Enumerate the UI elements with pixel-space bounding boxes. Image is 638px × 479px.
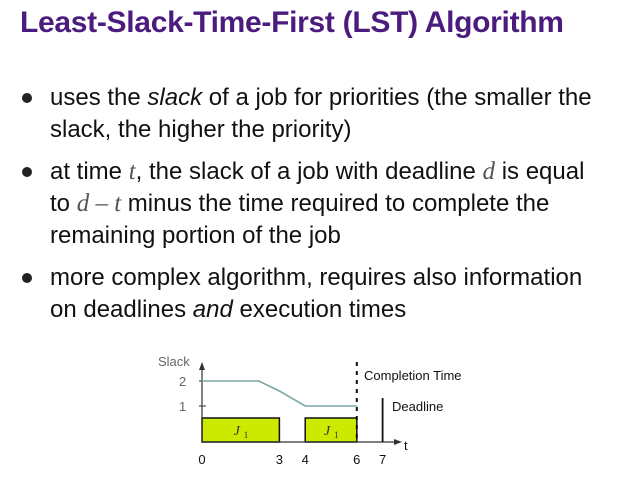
text-run: slack, the higher the priority) [50, 116, 352, 143]
text-run-italic: and [192, 296, 233, 323]
page-title: Least-Slack-Time-First (LST) Algorithm [20, 6, 564, 39]
y-tick-label: 1 [179, 399, 187, 414]
job-label-subscript: 1 [243, 430, 249, 440]
math-variable: d [482, 158, 496, 185]
x-tick-label: 0 [198, 452, 206, 467]
x-tick-label: 6 [353, 452, 361, 467]
job-block [305, 418, 357, 442]
y-axis-arrow [199, 362, 205, 370]
slack-line [202, 381, 357, 406]
text-run: more complex algorithm, requires also information [50, 264, 583, 291]
job-label: J [323, 424, 331, 439]
text-run: to [50, 190, 77, 217]
text-run: execution times [232, 296, 407, 323]
y-axis-label: Slack [158, 354, 190, 369]
math-expression: d – t [76, 190, 122, 217]
text-run: of a job for priorities (the smaller the [202, 84, 592, 111]
text-run: remaining portion of the job [50, 222, 341, 249]
job-label-subscript: 1 [334, 430, 339, 440]
x-axis-arrow [394, 439, 402, 445]
job-block [202, 418, 279, 442]
text-run: is equal [495, 158, 585, 185]
x-tick-label: 3 [275, 452, 284, 467]
x-tick-label: 4 [301, 452, 309, 467]
text-run-italic: slack [147, 84, 203, 111]
job-label: J [233, 424, 240, 439]
y-tick-label: 2 [179, 374, 187, 389]
x-axis-label: t [404, 438, 408, 453]
deadline-label: Deadline [392, 399, 444, 414]
x-tick-label: 7 [378, 452, 387, 467]
text-run: uses the [50, 84, 148, 111]
math-variable: t [128, 158, 136, 185]
completion-time-label: Completion Time [364, 368, 462, 383]
text-run: , the slack of a job with deadline [135, 158, 483, 185]
text-run: minus the time required to complete the [121, 190, 550, 217]
text-run: at time [50, 158, 129, 185]
text-run: on deadlines [50, 296, 193, 323]
